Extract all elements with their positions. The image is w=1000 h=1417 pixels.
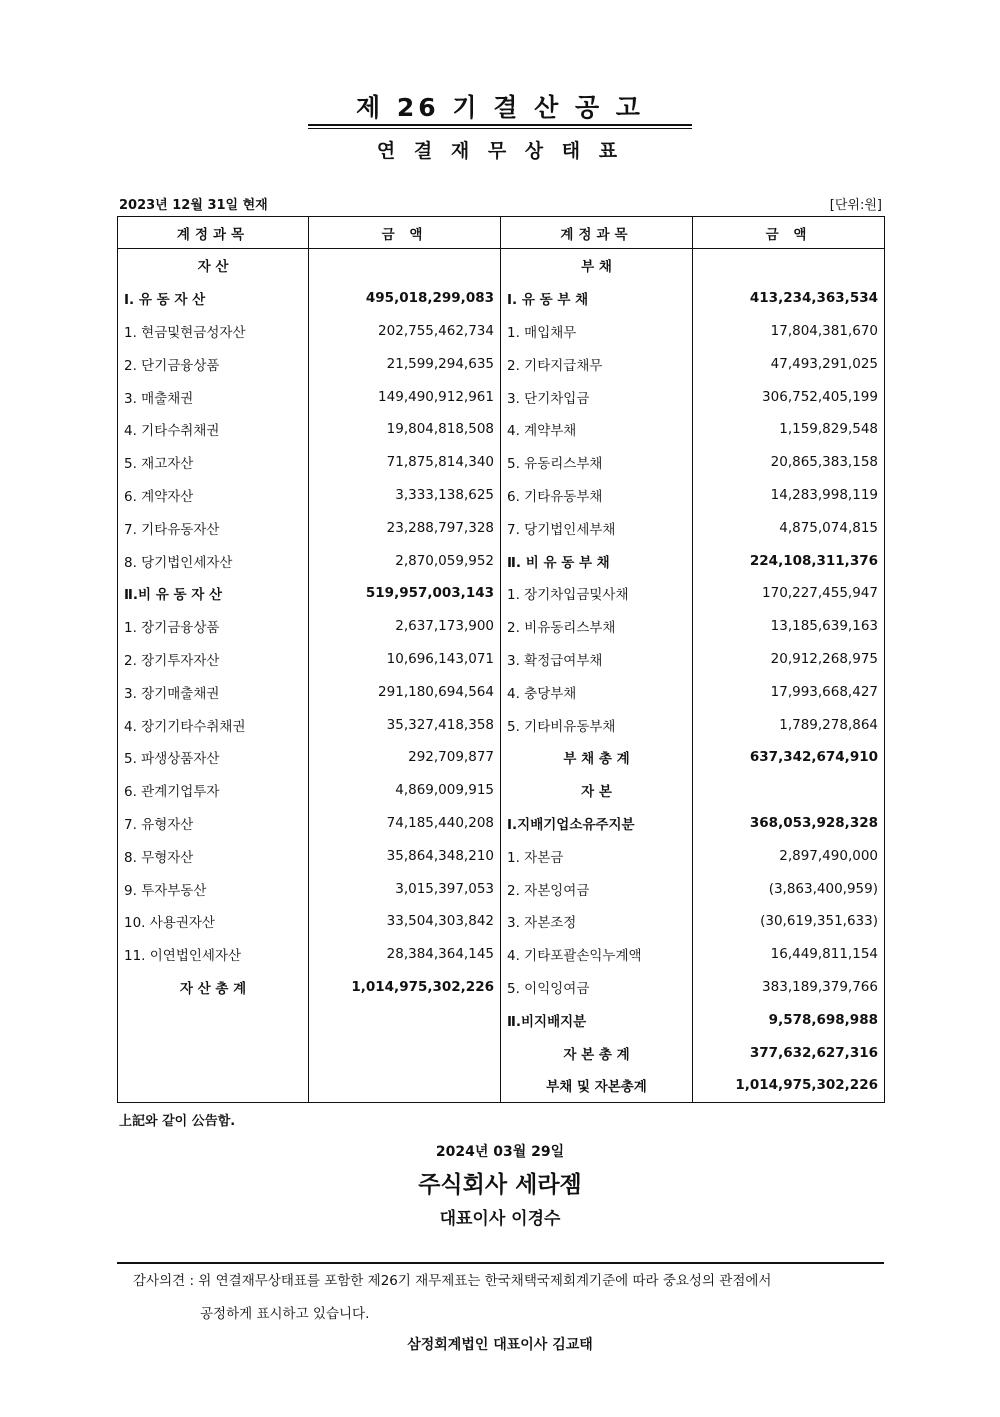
asset-amount: 2,870,059,952 — [309, 544, 501, 577]
asset-amount: 519,957,003,143 — [309, 577, 501, 610]
document-title: 제 26 기 결 산 공 고 — [356, 93, 644, 122]
asset-account: 10. 사용권자산 — [118, 905, 309, 938]
asset-amount: 74,185,440,208 — [309, 807, 501, 840]
liability-equity-account: 5. 이익잉여금 — [501, 971, 693, 1004]
asset-amount — [309, 1003, 501, 1036]
audit-opinion-line1: 감사의견 : 위 연결재무상태표를 포함한 제26기 재무제표는 한국채택국제회계기준에 따라 중요성의 관점에서 — [133, 1273, 772, 1289]
table-row — [118, 315, 885, 348]
liability-equity-account: 5. 기타비유동부채 — [501, 708, 693, 741]
table-row — [118, 446, 885, 479]
asset-account: Ⅱ.비 유 동 자 산 — [118, 577, 309, 610]
liability-equity-account: 3. 단기차입금 — [501, 380, 693, 413]
asset-account: 8. 당기법인세자산 — [118, 544, 309, 577]
title-underline — [308, 124, 692, 126]
company-name: 주식회사 세라젬 — [418, 1172, 582, 1198]
liability-equity-amount: 1,159,829,548 — [693, 413, 885, 446]
asset-account: 7. 유형자산 — [118, 807, 309, 840]
table-row — [118, 774, 885, 807]
asset-amount: 291,180,694,564 — [309, 675, 501, 708]
announcement-note: 上記와 같이 公告함. — [119, 1114, 236, 1129]
asset-amount: 10,696,143,071 — [309, 643, 501, 676]
table-row — [118, 905, 885, 938]
asset-account — [118, 1069, 309, 1102]
table-row — [118, 413, 885, 446]
liability-equity-amount: 413,234,363,534 — [693, 282, 885, 315]
asset-account: 3. 매출채권 — [118, 380, 309, 413]
table-row — [118, 643, 885, 676]
table-row — [118, 1069, 885, 1102]
asset-amount: 3,333,138,625 — [309, 479, 501, 512]
liability-equity-account: 부채 및 자본총계 — [501, 1069, 693, 1102]
liability-equity-amount: 637,342,674,910 — [693, 741, 885, 774]
liability-equity-account: 4. 기타포괄손익누계액 — [501, 938, 693, 971]
liability-equity-amount — [693, 249, 885, 282]
asset-account: 2. 장기투자자산 — [118, 643, 309, 676]
liability-equity-amount: 20,865,383,158 — [693, 446, 885, 479]
liability-equity-account: 2. 자본잉여금 — [501, 872, 693, 905]
table-row — [118, 675, 885, 708]
table-row — [118, 971, 885, 1004]
liability-equity-account: 5. 유동리스부채 — [501, 446, 693, 479]
liability-equity-account: Ⅱ. 비 유 동 부 채 — [501, 544, 693, 577]
asset-account: 5. 재고자산 — [118, 446, 309, 479]
table-row — [118, 479, 885, 512]
liability-equity-amount: 368,053,928,328 — [693, 807, 885, 840]
table-row — [118, 282, 885, 315]
asset-account: 4. 장기기타수취채권 — [118, 708, 309, 741]
liability-equity-amount: (30,619,351,633) — [693, 905, 885, 938]
liability-equity-amount: 14,283,998,119 — [693, 479, 885, 512]
liability-equity-account: 부 채 총 계 — [501, 741, 693, 774]
liability-equity-account: 4. 계약부채 — [501, 413, 693, 446]
asset-account — [118, 1003, 309, 1036]
asset-amount — [309, 1036, 501, 1069]
asset-account: 1. 장기금융상품 — [118, 610, 309, 643]
liability-equity-account: 1. 장기차입금및사채 — [501, 577, 693, 610]
audit-opinion-line2: 공정하게 표시하고 있습니다. — [200, 1306, 370, 1322]
liability-equity-account: 7. 당기법인세부채 — [501, 511, 693, 544]
liability-equity-account: 1. 매입채무 — [501, 315, 693, 348]
asset-account: 9. 투자부동산 — [118, 872, 309, 905]
table-row — [118, 872, 885, 905]
publication-date: 2024년 03월 29일 — [435, 1144, 565, 1160]
liability-equity-amount: 1,014,975,302,226 — [693, 1069, 885, 1102]
asset-account: 6. 계약자산 — [118, 479, 309, 512]
table-row — [118, 839, 885, 872]
liability-equity-amount: 1,789,278,864 — [693, 708, 885, 741]
asset-account — [118, 1036, 309, 1069]
table-row — [118, 249, 885, 282]
asset-amount: 149,490,912,961 — [309, 380, 501, 413]
liability-equity-amount: 47,493,291,025 — [693, 347, 885, 380]
asset-account: 3. 장기매출채권 — [118, 675, 309, 708]
table-row — [118, 544, 885, 577]
table-row — [118, 708, 885, 741]
asset-account: 5. 파생상품자산 — [118, 741, 309, 774]
liability-equity-amount: 20,912,268,975 — [693, 643, 885, 676]
asset-account: 자 산 총 계 — [118, 971, 309, 1004]
asset-amount — [309, 249, 501, 282]
liability-equity-account: Ⅱ.비지배지분 — [501, 1003, 693, 1036]
asset-account: 7. 기타유동자산 — [118, 511, 309, 544]
asset-amount: 19,804,818,508 — [309, 413, 501, 446]
liability-equity-account: 1. 자본금 — [501, 839, 693, 872]
liability-equity-amount — [693, 774, 885, 807]
asset-account: 4. 기타수취채권 — [118, 413, 309, 446]
divider — [117, 1262, 884, 1264]
liability-equity-amount: 306,752,405,199 — [693, 380, 885, 413]
liability-equity-account: Ⅰ. 유 동 부 채 — [501, 282, 693, 315]
liability-equity-amount: 2,897,490,000 — [693, 839, 885, 872]
table-row — [118, 1003, 885, 1036]
liability-equity-account: 3. 확정급여부채 — [501, 643, 693, 676]
asset-amount: 202,755,462,734 — [309, 315, 501, 348]
asset-amount: 4,869,009,915 — [309, 774, 501, 807]
liability-equity-amount: 224,108,311,376 — [693, 544, 885, 577]
liability-equity-account: 4. 충당부채 — [501, 675, 693, 708]
asset-amount: 35,327,418,358 — [309, 708, 501, 741]
asset-amount: 35,864,348,210 — [309, 839, 501, 872]
header-account-left: 계정과목 — [118, 217, 309, 249]
liability-equity-amount: 383,189,379,766 — [693, 971, 885, 1004]
liability-equity-account: 부 채 — [501, 249, 693, 282]
asset-account: 11. 이연법인세자산 — [118, 938, 309, 971]
asset-amount: 23,288,797,328 — [309, 511, 501, 544]
liability-equity-amount: 17,804,381,670 — [693, 315, 885, 348]
table-row — [118, 1036, 885, 1069]
as-of-date: 2023년 12월 31일 현재 — [119, 198, 268, 213]
liability-equity-amount: (3,863,400,959) — [693, 872, 885, 905]
liability-equity-account: 자 본 총 계 — [501, 1036, 693, 1069]
table-header-row — [118, 217, 885, 249]
header-amount-right: 금 액 — [693, 217, 885, 249]
asset-amount — [309, 1069, 501, 1102]
asset-amount: 33,504,303,842 — [309, 905, 501, 938]
asset-amount: 71,875,814,340 — [309, 446, 501, 479]
liability-equity-account: 자 본 — [501, 774, 693, 807]
liability-equity-amount: 16,449,811,154 — [693, 938, 885, 971]
table-row — [118, 577, 885, 610]
liability-equity-account: 6. 기타유동부채 — [501, 479, 693, 512]
asset-amount: 3,015,397,053 — [309, 872, 501, 905]
liability-equity-account: 2. 기타지급채무 — [501, 347, 693, 380]
liability-equity-account: 3. 자본조정 — [501, 905, 693, 938]
liability-equity-account: 2. 비유동리스부채 — [501, 610, 693, 643]
balance-sheet-table — [117, 216, 885, 1103]
header-account-right: 계정과목 — [501, 217, 693, 249]
liability-equity-amount: 377,632,627,316 — [693, 1036, 885, 1069]
table-row — [118, 807, 885, 840]
asset-account: 1. 현금및현금성자산 — [118, 315, 309, 348]
liability-equity-amount: 13,185,639,163 — [693, 610, 885, 643]
asset-amount: 495,018,299,083 — [309, 282, 501, 315]
asset-account: 2. 단기금융상품 — [118, 347, 309, 380]
asset-account: 6. 관계기업투자 — [118, 774, 309, 807]
asset-account: 자 산 — [118, 249, 309, 282]
ceo-name: 대표이사 이경수 — [439, 1209, 561, 1229]
liability-equity-amount: 4,875,074,815 — [693, 511, 885, 544]
table-row — [118, 511, 885, 544]
unit-label: [단위:원] — [829, 198, 882, 213]
liability-equity-account: Ⅰ.지배기업소유주지분 — [501, 807, 693, 840]
asset-amount: 28,384,364,145 — [309, 938, 501, 971]
liability-equity-amount: 170,227,455,947 — [693, 577, 885, 610]
auditor-name: 삼정회계법인 대표이사 김교태 — [407, 1337, 593, 1353]
header-amount-left: 금 액 — [309, 217, 501, 249]
table-row — [118, 380, 885, 413]
table-row — [118, 938, 885, 971]
table-row — [118, 347, 885, 380]
asset-account: Ⅰ. 유 동 자 산 — [118, 282, 309, 315]
liability-equity-amount: 17,993,668,427 — [693, 675, 885, 708]
asset-amount: 1,014,975,302,226 — [309, 971, 501, 1004]
asset-amount: 292,709,877 — [309, 741, 501, 774]
asset-amount: 21,599,294,635 — [309, 347, 501, 380]
asset-account: 8. 무형자산 — [118, 839, 309, 872]
title-underline-thin — [308, 128, 692, 129]
asset-amount: 2,637,173,900 — [309, 610, 501, 643]
liability-equity-amount: 9,578,698,988 — [693, 1003, 885, 1036]
table-row — [118, 741, 885, 774]
table-row — [118, 610, 885, 643]
statement-title: 연 결 재 무 상 태 표 — [376, 140, 624, 162]
